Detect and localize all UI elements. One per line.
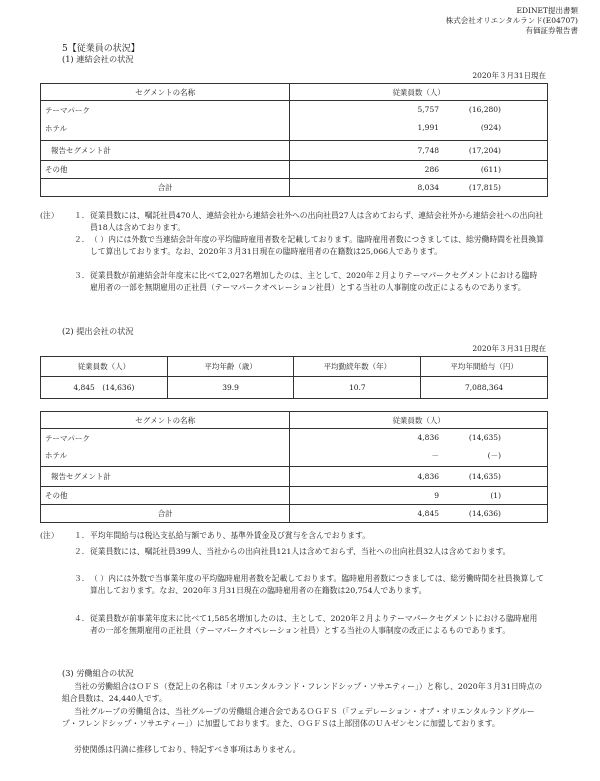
segment-name: 報告セグメント計 xyxy=(41,141,290,161)
table-row xyxy=(41,179,548,197)
table-row xyxy=(41,467,548,487)
note-number: ３． xyxy=(74,574,90,583)
employee-count: 4,845 xyxy=(417,509,439,518)
employee-count: 8,034 xyxy=(417,183,439,192)
union-paragraph: 当社グループの労働組合は、当社グループの労働組合連合会であるＯＧＦＳ（「フェデレーション・オブ・オリエンタルランドグループ・フレンドシップ・ソサエティー」）に加盟しております。また、ＯＧＦＳは上部団体のＵＡゼンセンに加盟しております。 xyxy=(62,707,535,728)
notes1-label: (注） xyxy=(40,211,59,220)
note-number: ２． xyxy=(74,235,90,244)
segment-name: その他 xyxy=(41,161,290,179)
temp-count: (16,280) xyxy=(468,105,501,114)
avg-salary-value: 7,088,364 xyxy=(421,377,548,399)
note-text: 平均年間給与は税込支払給与額であり、基準外賃金及び賞与を含んでおります。 xyxy=(90,531,371,540)
temp-count: (1) xyxy=(490,491,501,500)
table-row xyxy=(41,487,548,505)
employee-count: 7,748 xyxy=(417,146,439,155)
table-row xyxy=(41,429,548,467)
segment-name: テーマパーク xyxy=(45,106,90,115)
union-paragraph: 労使関係は円満に推移しており、特記すべき事項はありません。 xyxy=(74,745,301,754)
table3-col-segment: セグメントの名称 xyxy=(41,412,290,429)
note-number: ２． xyxy=(74,547,90,556)
note-text: （ ）内には外数で当連結会計年度の平均臨時雇用者数を記載しております。臨時雇用者数につきましては、総労働時間を社員換算して算出しております。なお、2020年３月31日現在の臨時雇用者の在籍数は25,066人であります。 xyxy=(90,235,544,256)
table-row xyxy=(41,141,548,161)
note-text: （ ）内には外数で当事業年度の平均臨時雇用者数を記載しております。臨時雇用者数につきましては、総労働時間を社員換算して算出しております。なお、2020年３月31日現在の臨時雇用者の在籍数は20,754人であります。 xyxy=(90,574,544,595)
table2-header: 平均勤続年数（年） xyxy=(294,357,421,377)
note-text: 従業員数が前連結会計年度末に比べて2,027名増加したのは、主として、2020年２月よりテーマパークセグメントにおける臨時雇用者の一部を無期雇用の正社員（テーマパークオペレーション社員）とする当社の人事制度の改正によるものであります。 xyxy=(90,271,538,292)
avg-tenure-value: 10.7 xyxy=(294,377,421,399)
report-type: 有価証券報告書 xyxy=(525,26,578,35)
subsection-consolidated: (1) 連結会社の状況 xyxy=(62,54,134,64)
company-segment-table xyxy=(40,411,548,523)
avg-age-value: 39.9 xyxy=(167,377,294,399)
temp-count: (17,815) xyxy=(468,183,501,192)
union-paragraph: 当社の労働組合はＯＦＳ（登記上の名称は「オリエンタルランド・フレンドシップ・ソサエティー」）と称し、2020年３月31日時点の組合員数は、24,440人です。 xyxy=(62,682,543,703)
table-row xyxy=(41,505,548,523)
segment-name: ホテル xyxy=(45,124,68,133)
note-number: １． xyxy=(74,531,90,540)
segment-name: 報告セグメント計 xyxy=(41,467,290,487)
segment-name: 合計 xyxy=(41,179,290,197)
table-row xyxy=(41,161,548,179)
table2-header: 平均年齢（歳） xyxy=(167,357,294,377)
temp-count: (－) xyxy=(487,451,501,460)
temp-count: (611) xyxy=(480,165,501,174)
note-text: 従業員数には、嘱託社員399人、当社からの出向社員121人は含めておらず、当社への出向社員32人は含めております。 xyxy=(90,547,511,556)
employee-count: 4,836 xyxy=(417,433,439,442)
employee-count: 9 xyxy=(434,491,439,500)
employee-count: 5,757 xyxy=(417,105,439,114)
employee-count: － xyxy=(431,451,439,460)
company-name: 株式会社オリエンタルランド(E04707) xyxy=(445,16,578,25)
table1-date: 2020年３月31日現在 xyxy=(472,71,546,80)
table2-date: 2020年３月31日現在 xyxy=(472,344,546,353)
note-number: ４． xyxy=(74,614,90,623)
employee-count: 286 xyxy=(424,165,439,174)
company-summary-table xyxy=(40,356,548,399)
segment-name: その他 xyxy=(41,487,290,505)
consolidated-table xyxy=(40,83,548,197)
employee-count: 1,991 xyxy=(417,123,439,132)
section-title: 5【従業員の状況】 xyxy=(62,44,140,54)
table-row xyxy=(41,101,548,141)
table3-col-employees: 従業員数（人） xyxy=(290,412,548,429)
temp-count: (14,635) xyxy=(468,472,501,481)
temp-count: (924) xyxy=(480,123,501,132)
employees-value: 4,845 (14,636) xyxy=(41,377,168,399)
table1-col-employees: 従業員数（人） xyxy=(290,84,548,101)
segment-name: テーマパーク xyxy=(45,434,90,443)
table2-header: 従業員数（人） xyxy=(41,357,168,377)
temp-count: (14,635) xyxy=(468,433,501,442)
note-text: 従業員数には、嘱託社員470人、連結会社から連結会社外への出向社員27人は含めておらず、連結会社外から連結会社への出向社員18人は含めております。 xyxy=(90,211,544,232)
subsection-company: (2) 提出会社の状況 xyxy=(62,326,134,336)
segment-name: 合計 xyxy=(41,505,290,523)
temp-count: (14,636) xyxy=(468,509,501,518)
note-number: ３． xyxy=(74,271,90,280)
edinet-label: EDINET提出書類 xyxy=(516,6,578,15)
subsection-union: (3) 労働組合の状況 xyxy=(62,668,134,678)
temp-count: (17,204) xyxy=(468,146,501,155)
table2-header: 平均年間給与（円） xyxy=(421,357,548,377)
table-row xyxy=(41,377,548,399)
employee-count: 4,836 xyxy=(417,472,439,481)
note-number: １． xyxy=(74,211,90,220)
notes2-label: (注） xyxy=(40,531,59,540)
note-text: 従業員数が前事業年度末に比べて1,585名増加したのは、主として、2020年２月よりテーマパークセグメントにおける臨時雇用者の一部を無期雇用の正社員（テーマパークオペレーション社員）とする当社の人事制度の改正によるものであります。 xyxy=(90,614,538,635)
table1-col-segment: セグメントの名称 xyxy=(41,84,290,101)
segment-name: ホテル xyxy=(45,451,68,460)
